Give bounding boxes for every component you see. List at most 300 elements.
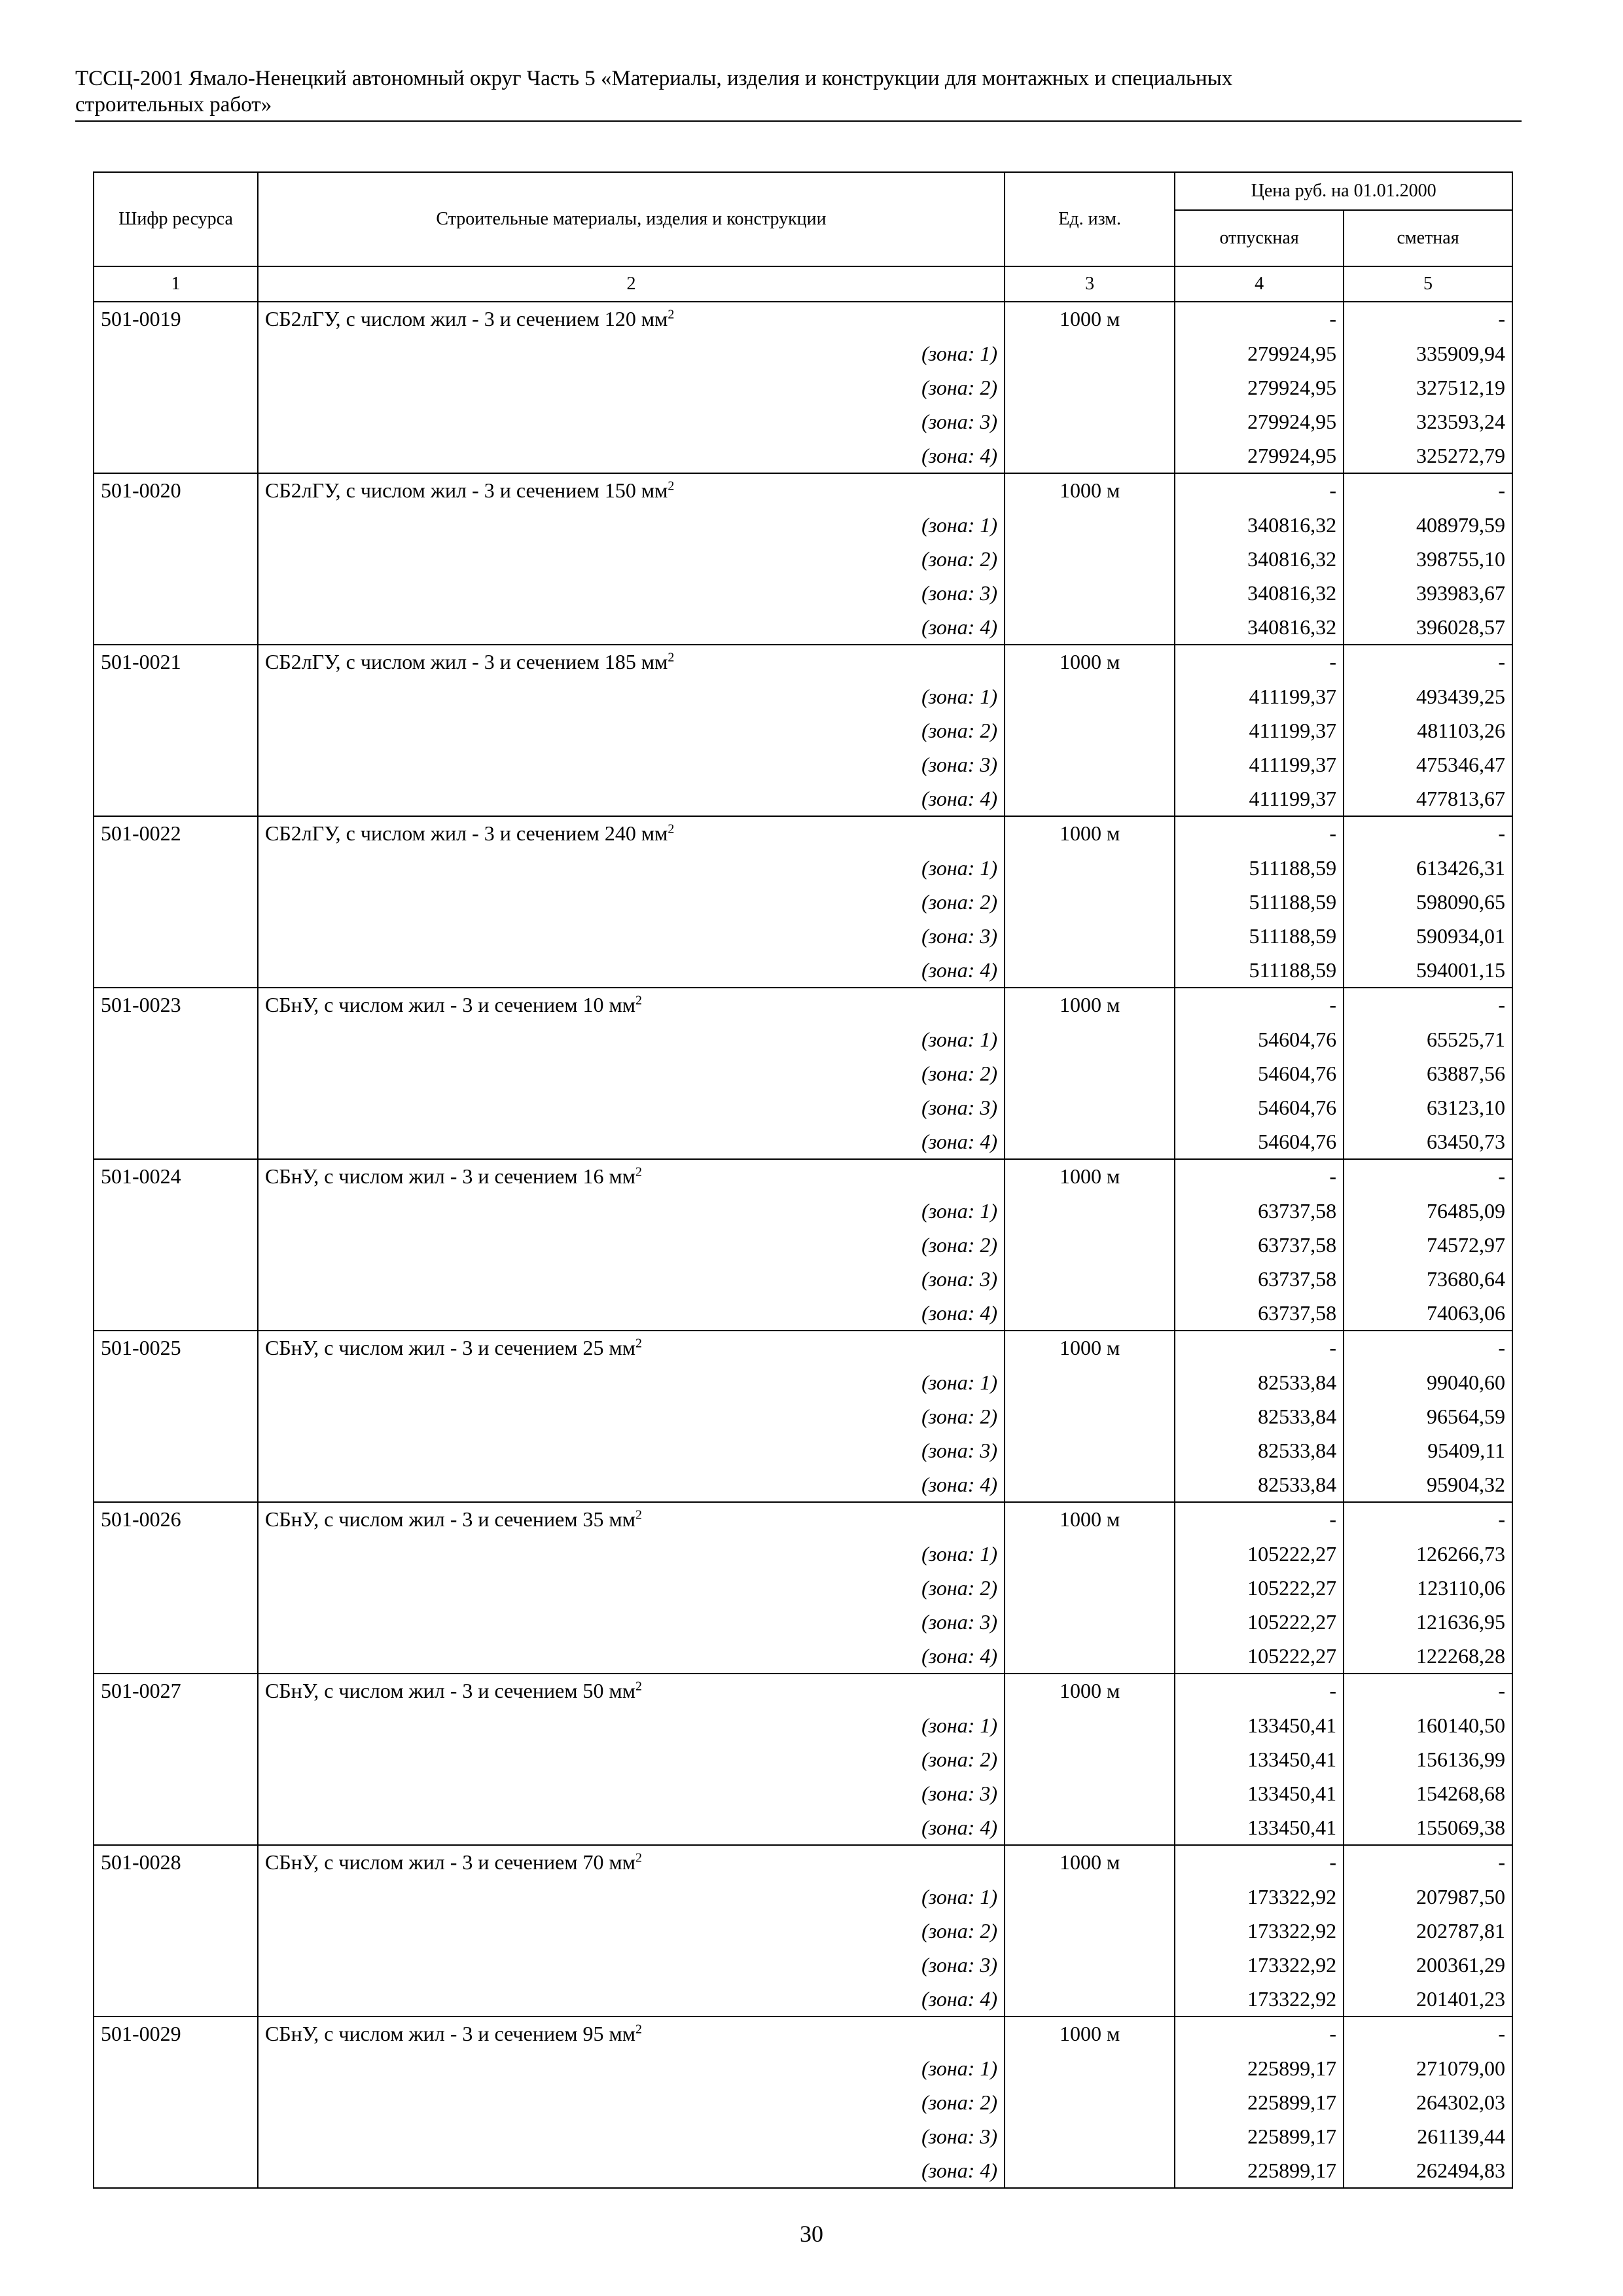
- release-price: 105222,27: [1175, 1571, 1344, 1605]
- table-row: [94, 473, 1512, 508]
- table-row: [94, 1605, 1512, 1639]
- zone-label: (зона: 3): [258, 1433, 1005, 1467]
- resource-code: [94, 610, 258, 645]
- table-row: [94, 1159, 1512, 1194]
- table-row: [94, 1194, 1512, 1228]
- unit-of-measure: 1000 м: [1005, 1674, 1175, 1708]
- resource-code: [94, 576, 258, 610]
- material-name-text: СБнУ, с числом жил - 3 и сечением 10 мм: [265, 993, 636, 1016]
- zone-label: (зона: 4): [258, 1467, 1005, 1502]
- zone-label: (зона: 4): [258, 953, 1005, 988]
- release-price: 340816,32: [1175, 576, 1344, 610]
- table-row: [94, 2119, 1512, 2153]
- table-row: [94, 1914, 1512, 1948]
- table-row: [94, 1639, 1512, 1674]
- column-number: 3: [1005, 266, 1175, 302]
- table-row: [94, 1502, 1512, 1537]
- release-price: 173322,92: [1175, 1982, 1344, 2017]
- table-row: [94, 1296, 1512, 1331]
- zone-label: (зона: 2): [258, 1742, 1005, 1776]
- resource-code: [94, 542, 258, 576]
- release-price: 105222,27: [1175, 1639, 1344, 1674]
- resource-code: [94, 781, 258, 816]
- resource-code: [94, 1982, 258, 2017]
- table-row: [94, 508, 1512, 542]
- table-row: [94, 1571, 1512, 1605]
- table-row: [94, 336, 1512, 370]
- resource-code: 501-0019: [94, 302, 258, 336]
- estimate-price: 475346,47: [1344, 747, 1512, 781]
- table-row: [94, 1845, 1512, 1880]
- estimate-price: 207987,50: [1344, 1880, 1512, 1914]
- zone-label: (зона: 1): [258, 1708, 1005, 1742]
- release-price: 340816,32: [1175, 508, 1344, 542]
- table-row: [94, 1982, 1512, 2017]
- release-price: 411199,37: [1175, 679, 1344, 713]
- material-name: [258, 1502, 1005, 1537]
- table-row: [94, 370, 1512, 404]
- resource-code: [94, 919, 258, 953]
- unit-of-measure: [1005, 1194, 1175, 1228]
- release-price: -: [1175, 645, 1344, 679]
- estimate-price: 156136,99: [1344, 1742, 1512, 1776]
- estimate-price: 74063,06: [1344, 1296, 1512, 1331]
- table-row: [94, 542, 1512, 576]
- material-name: [258, 2017, 1005, 2051]
- release-price: 82533,84: [1175, 1467, 1344, 1502]
- resource-code: [94, 1639, 258, 1674]
- unit-of-measure: [1005, 1296, 1175, 1331]
- table-row: [94, 1467, 1512, 1502]
- zone-label: (зона: 2): [258, 542, 1005, 576]
- resource-code: [94, 1948, 258, 1982]
- resource-code: [94, 1022, 258, 1056]
- estimate-price: 590934,01: [1344, 919, 1512, 953]
- zone-label: (зона: 1): [258, 1537, 1005, 1571]
- zone-label: (зона: 2): [258, 370, 1005, 404]
- release-price: 105222,27: [1175, 1605, 1344, 1639]
- estimate-price: 396028,57: [1344, 610, 1512, 645]
- zone-label: (зона: 4): [258, 1296, 1005, 1331]
- release-price: 82533,84: [1175, 1365, 1344, 1399]
- table-body: [94, 302, 1512, 2188]
- table-row: [94, 1948, 1512, 1982]
- table-row: [94, 2051, 1512, 2085]
- unit-of-measure: [1005, 953, 1175, 988]
- resource-code: 501-0026: [94, 1502, 258, 1537]
- estimate-price: 73680,64: [1344, 1262, 1512, 1296]
- release-price: 279924,95: [1175, 404, 1344, 439]
- table-row: [94, 953, 1512, 988]
- release-price: 340816,32: [1175, 542, 1344, 576]
- release-price: 411199,37: [1175, 713, 1344, 747]
- zone-label: (зона: 4): [258, 1124, 1005, 1159]
- release-price: 225899,17: [1175, 2051, 1344, 2085]
- material-name-text: СБнУ, с числом жил - 3 и сечением 35 мм: [265, 1507, 636, 1531]
- estimate-price: -: [1344, 645, 1512, 679]
- release-price: 173322,92: [1175, 1948, 1344, 1982]
- unit-of-measure: [1005, 2085, 1175, 2119]
- table-row: [94, 302, 1512, 336]
- unit-of-measure: [1005, 1810, 1175, 1845]
- table-row: [94, 851, 1512, 885]
- unit-of-measure: 1000 м: [1005, 816, 1175, 851]
- table-row: [94, 1090, 1512, 1124]
- unit-of-measure: [1005, 1537, 1175, 1571]
- material-name: [258, 1674, 1005, 1708]
- material-name: [258, 1331, 1005, 1365]
- resource-code: [94, 747, 258, 781]
- estimate-price: 126266,73: [1344, 1537, 1512, 1571]
- unit-of-measure: 1000 м: [1005, 645, 1175, 679]
- column-number: 5: [1344, 266, 1512, 302]
- release-price: 225899,17: [1175, 2119, 1344, 2153]
- estimate-price: 155069,38: [1344, 1810, 1512, 1845]
- zone-label: (зона: 4): [258, 781, 1005, 816]
- material-name-text: СБ2лГУ, с числом жил - 3 и сечением 150 мм: [265, 478, 668, 502]
- resource-code: [94, 1467, 258, 1502]
- release-price: -: [1175, 816, 1344, 851]
- estimate-price: 160140,50: [1344, 1708, 1512, 1742]
- resource-code: 501-0028: [94, 1845, 258, 1880]
- release-price: 133450,41: [1175, 1742, 1344, 1776]
- estimate-price: 202787,81: [1344, 1914, 1512, 1948]
- release-price: 82533,84: [1175, 1399, 1344, 1433]
- table-row: [94, 1810, 1512, 1845]
- zone-label: (зона: 2): [258, 713, 1005, 747]
- release-price: 54604,76: [1175, 1022, 1344, 1056]
- release-price: 511188,59: [1175, 919, 1344, 953]
- column-number: 1: [94, 266, 258, 302]
- estimate-price: -: [1344, 1502, 1512, 1537]
- estimate-price: 323593,24: [1344, 404, 1512, 439]
- material-name: [258, 645, 1005, 679]
- unit-superscript: 2: [635, 1507, 643, 1522]
- table-row: [94, 781, 1512, 816]
- release-price: -: [1175, 988, 1344, 1022]
- release-price: 511188,59: [1175, 885, 1344, 919]
- zone-label: (зона: 4): [258, 1982, 1005, 2017]
- resource-code: [94, 1810, 258, 1845]
- resource-code: [94, 713, 258, 747]
- unit-of-measure: [1005, 885, 1175, 919]
- unit-of-measure: [1005, 919, 1175, 953]
- resource-code: [94, 336, 258, 370]
- unit-of-measure: [1005, 439, 1175, 473]
- document-title-line-2: строительных работ»: [75, 93, 272, 117]
- release-price: 225899,17: [1175, 2085, 1344, 2119]
- resource-code: [94, 404, 258, 439]
- table-row: [94, 988, 1512, 1022]
- table-row: [94, 1399, 1512, 1433]
- release-price: 340816,32: [1175, 610, 1344, 645]
- release-price: -: [1175, 2017, 1344, 2051]
- resource-code: [94, 1776, 258, 1810]
- resource-code: [94, 1433, 258, 1467]
- table-row: [94, 919, 1512, 953]
- material-name-text: СБ2лГУ, с числом жил - 3 и сечением 240 мм: [265, 821, 668, 845]
- unit-superscript: 2: [635, 1336, 643, 1351]
- resource-code: [94, 1194, 258, 1228]
- release-price: 105222,27: [1175, 1537, 1344, 1571]
- unit-of-measure: 1000 м: [1005, 302, 1175, 336]
- table-row: [94, 1708, 1512, 1742]
- resource-code: [94, 1399, 258, 1433]
- estimate-price: 96564,59: [1344, 1399, 1512, 1433]
- estimate-price: -: [1344, 302, 1512, 336]
- material-name-text: СБ2лГУ, с числом жил - 3 и сечением 120 мм: [265, 307, 668, 331]
- zone-label: (зона: 4): [258, 610, 1005, 645]
- release-price: 225899,17: [1175, 2153, 1344, 2188]
- table-row: [94, 610, 1512, 645]
- document-title-line-1: ТССЦ-2001 Ямало-Ненецкий автономный округ Часть 5 «Материалы, изделия и конструкции для монтажных и специальных: [75, 67, 1233, 90]
- table-row: [94, 747, 1512, 781]
- unit-of-measure: 1000 м: [1005, 1502, 1175, 1537]
- estimate-price: 63450,73: [1344, 1124, 1512, 1159]
- unit-of-measure: [1005, 2051, 1175, 2085]
- unit-of-measure: [1005, 1776, 1175, 1810]
- resource-code: [94, 1571, 258, 1605]
- resource-code: [94, 1262, 258, 1296]
- zone-label: (зона: 3): [258, 2119, 1005, 2153]
- material-name: [258, 1159, 1005, 1194]
- resource-code: 501-0027: [94, 1674, 258, 1708]
- material-name: [258, 988, 1005, 1022]
- material-name: [258, 1845, 1005, 1880]
- resource-code: 501-0024: [94, 1159, 258, 1194]
- column-header-unit: Ед. изм.: [1005, 172, 1175, 266]
- resource-code: [94, 2051, 258, 2085]
- zone-label: (зона: 3): [258, 576, 1005, 610]
- resource-code: [94, 679, 258, 713]
- estimate-price: 121636,95: [1344, 1605, 1512, 1639]
- resource-code: 501-0022: [94, 816, 258, 851]
- table-row: [94, 1674, 1512, 1708]
- material-name: [258, 816, 1005, 851]
- estimate-price: -: [1344, 2017, 1512, 2051]
- release-price: -: [1175, 473, 1344, 508]
- estimate-price: 123110,06: [1344, 1571, 1512, 1605]
- table-row: [94, 2085, 1512, 2119]
- resource-code: [94, 1605, 258, 1639]
- zone-label: (зона: 2): [258, 1056, 1005, 1090]
- release-price: 133450,41: [1175, 1810, 1344, 1845]
- unit-of-measure: [1005, 542, 1175, 576]
- zone-label: (зона: 3): [258, 1090, 1005, 1124]
- unit-of-measure: [1005, 336, 1175, 370]
- unit-of-measure: 1000 м: [1005, 988, 1175, 1022]
- release-price: 279924,95: [1175, 439, 1344, 473]
- zone-label: (зона: 3): [258, 404, 1005, 439]
- release-price: -: [1175, 1845, 1344, 1880]
- estimate-price: 122268,28: [1344, 1639, 1512, 1674]
- estimate-price: 154268,68: [1344, 1776, 1512, 1810]
- zone-label: (зона: 1): [258, 336, 1005, 370]
- resource-code: [94, 1090, 258, 1124]
- zone-label: (зона: 1): [258, 679, 1005, 713]
- resource-code: 501-0025: [94, 1331, 258, 1365]
- unit-of-measure: [1005, 508, 1175, 542]
- resource-code: 501-0029: [94, 2017, 258, 2051]
- unit-of-measure: [1005, 1948, 1175, 1982]
- resource-code: [94, 885, 258, 919]
- release-price: 54604,76: [1175, 1090, 1344, 1124]
- resource-code: 501-0020: [94, 473, 258, 508]
- table-row: [94, 1776, 1512, 1810]
- unit-of-measure: [1005, 610, 1175, 645]
- material-name: [258, 473, 1005, 508]
- table-row: [94, 1742, 1512, 1776]
- unit-superscript: 2: [635, 993, 643, 1008]
- release-price: 279924,95: [1175, 336, 1344, 370]
- zone-label: (зона: 3): [258, 919, 1005, 953]
- resource-code: [94, 1708, 258, 1742]
- material-name-text: СБнУ, с числом жил - 3 и сечением 16 мм: [265, 1164, 636, 1188]
- table-row: [94, 1880, 1512, 1914]
- zone-label: (зона: 4): [258, 2153, 1005, 2188]
- unit-of-measure: [1005, 747, 1175, 781]
- column-header-estimate-price: сметная: [1344, 210, 1512, 266]
- estimate-price: -: [1344, 473, 1512, 508]
- unit-of-measure: [1005, 1708, 1175, 1742]
- estimate-price: -: [1344, 816, 1512, 851]
- material-name-text: СБнУ, с числом жил - 3 и сечением 50 мм: [265, 1679, 636, 1702]
- column-number: 4: [1175, 266, 1344, 302]
- table-row: [94, 1056, 1512, 1090]
- release-price: 173322,92: [1175, 1914, 1344, 1948]
- estimate-price: 481103,26: [1344, 713, 1512, 747]
- estimate-price: 76485,09: [1344, 1194, 1512, 1228]
- release-price: 82533,84: [1175, 1433, 1344, 1467]
- estimate-price: -: [1344, 1674, 1512, 1708]
- material-name-text: СБнУ, с числом жил - 3 и сечением 95 мм: [265, 2022, 636, 2045]
- unit-superscript: 2: [668, 307, 675, 322]
- estimate-price: 325272,79: [1344, 439, 1512, 473]
- estimate-price: 200361,29: [1344, 1948, 1512, 1982]
- release-price: 54604,76: [1175, 1056, 1344, 1090]
- resource-code: [94, 1880, 258, 1914]
- material-name-text: СБ2лГУ, с числом жил - 3 и сечением 185 мм: [265, 650, 668, 673]
- unit-of-measure: [1005, 1399, 1175, 1433]
- estimate-price: 63123,10: [1344, 1090, 1512, 1124]
- release-price: 63737,58: [1175, 1262, 1344, 1296]
- table-row: [94, 679, 1512, 713]
- resource-code: [94, 1537, 258, 1571]
- unit-of-measure: [1005, 404, 1175, 439]
- zone-label: (зона: 4): [258, 1639, 1005, 1674]
- estimate-price: 493439,25: [1344, 679, 1512, 713]
- estimate-price: 335909,94: [1344, 336, 1512, 370]
- unit-of-measure: [1005, 370, 1175, 404]
- zone-label: (зона: 3): [258, 1262, 1005, 1296]
- resource-code: [94, 851, 258, 885]
- unit-of-measure: [1005, 1090, 1175, 1124]
- release-price: -: [1175, 302, 1344, 336]
- zone-label: (зона: 1): [258, 1194, 1005, 1228]
- table-row: [94, 1537, 1512, 1571]
- table-row: [94, 1433, 1512, 1467]
- resource-code: [94, 953, 258, 988]
- estimate-price: 261139,44: [1344, 2119, 1512, 2153]
- unit-superscript: 2: [635, 1679, 643, 1694]
- zone-label: (зона: 1): [258, 1365, 1005, 1399]
- zone-label: (зона: 3): [258, 1605, 1005, 1639]
- estimate-price: 65525,71: [1344, 1022, 1512, 1056]
- resource-code: [94, 370, 258, 404]
- zone-label: (зона: 1): [258, 1880, 1005, 1914]
- table-row: [94, 2017, 1512, 2051]
- unit-of-measure: 1000 м: [1005, 2017, 1175, 2051]
- table-row: [94, 1331, 1512, 1365]
- material-name: [258, 302, 1005, 336]
- unit-of-measure: [1005, 1571, 1175, 1605]
- unit-of-measure: [1005, 851, 1175, 885]
- estimate-price: 398755,10: [1344, 542, 1512, 576]
- table-row: [94, 1124, 1512, 1159]
- unit-of-measure: [1005, 2119, 1175, 2153]
- zone-label: (зона: 1): [258, 851, 1005, 885]
- estimate-price: 393983,67: [1344, 576, 1512, 610]
- unit-of-measure: [1005, 1022, 1175, 1056]
- resource-code: [94, 439, 258, 473]
- table-row: [94, 885, 1512, 919]
- zone-label: (зона: 4): [258, 439, 1005, 473]
- estimate-price: 613426,31: [1344, 851, 1512, 885]
- release-price: 411199,37: [1175, 781, 1344, 816]
- estimate-price: 594001,15: [1344, 953, 1512, 988]
- unit-of-measure: [1005, 1982, 1175, 2017]
- column-header-name: Строительные материалы, изделия и конструкции: [258, 172, 1005, 266]
- unit-of-measure: [1005, 576, 1175, 610]
- estimate-price: 264302,03: [1344, 2085, 1512, 2119]
- resource-code: [94, 1124, 258, 1159]
- release-price: 63737,58: [1175, 1296, 1344, 1331]
- zone-label: (зона: 2): [258, 885, 1005, 919]
- zone-label: (зона: 2): [258, 1914, 1005, 1948]
- unit-of-measure: [1005, 1914, 1175, 1948]
- estimate-price: 271079,00: [1344, 2051, 1512, 2085]
- release-price: 411199,37: [1175, 747, 1344, 781]
- release-price: -: [1175, 1159, 1344, 1194]
- unit-of-measure: 1000 м: [1005, 1159, 1175, 1194]
- unit-of-measure: [1005, 1467, 1175, 1502]
- table-row: [94, 816, 1512, 851]
- release-price: 63737,58: [1175, 1194, 1344, 1228]
- table-row: [94, 2153, 1512, 2188]
- resource-code: 501-0021: [94, 645, 258, 679]
- price-table: [93, 171, 1513, 2189]
- resource-code: [94, 2119, 258, 2153]
- release-price: -: [1175, 1674, 1344, 1708]
- material-name-text: СБнУ, с числом жил - 3 и сечением 25 мм: [265, 1336, 636, 1359]
- unit-of-measure: [1005, 781, 1175, 816]
- resource-code: 501-0023: [94, 988, 258, 1022]
- table-row: [94, 439, 1512, 473]
- release-price: 511188,59: [1175, 953, 1344, 988]
- unit-of-measure: [1005, 1228, 1175, 1262]
- estimate-price: 201401,23: [1344, 1982, 1512, 2017]
- zone-label: (зона: 2): [258, 1228, 1005, 1262]
- zone-label: (зона: 1): [258, 508, 1005, 542]
- estimate-price: 477813,67: [1344, 781, 1512, 816]
- estimate-price: -: [1344, 988, 1512, 1022]
- unit-of-measure: [1005, 679, 1175, 713]
- resource-code: [94, 508, 258, 542]
- unit-of-measure: [1005, 1056, 1175, 1090]
- resource-code: [94, 2085, 258, 2119]
- unit-superscript: 2: [668, 650, 675, 665]
- table-row: [94, 645, 1512, 679]
